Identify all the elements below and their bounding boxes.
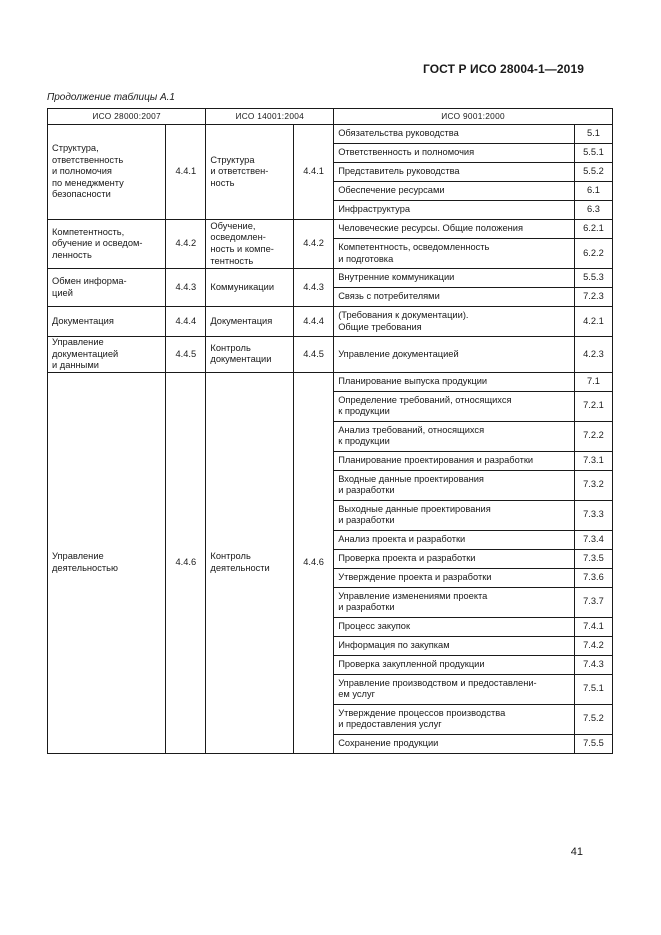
iso9001-clause: 7.2.1 (574, 391, 612, 421)
iso9001-clause: 7.5.2 (574, 704, 612, 734)
iso14001-requirement: Коммуникации (206, 269, 294, 307)
iso14001-clause: 4.4.2 (294, 220, 334, 269)
table-row (48, 269, 613, 288)
iso9001-requirement: Планирование выпуска продукции (334, 372, 575, 391)
iso9001-requirement: Управление документацией (334, 337, 575, 373)
iso9001-clause: 7.3.3 (574, 500, 612, 530)
iso28000-requirement: Обмен информа- цией (48, 269, 166, 307)
iso9001-requirement: (Требования к документации). Общие требования (334, 307, 575, 337)
iso9001-requirement: Человеческие ресурсы. Общие положения (334, 220, 575, 239)
iso28000-clause: 4.4.4 (166, 307, 206, 337)
iso14001-clause: 4.4.4 (294, 307, 334, 337)
iso9001-requirement: Управление производством и предоставлени- ем услуг (334, 674, 575, 704)
iso9001-clause: 6.1 (574, 182, 612, 201)
iso9001-clause: 7.1 (574, 372, 612, 391)
iso14001-clause: 4.4.5 (294, 337, 334, 373)
iso9001-clause: 6.2.1 (574, 220, 612, 239)
iso28000-clause: 4.4.2 (166, 220, 206, 269)
iso9001-clause: 6.2.2 (574, 239, 612, 269)
iso9001-requirement: Сохранение продукции (334, 734, 575, 753)
iso14001-clause: 4.4.1 (294, 125, 334, 220)
iso14001-clause: 4.4.6 (294, 372, 334, 753)
iso9001-clause: 7.3.5 (574, 549, 612, 568)
iso28000-clause: 4.4.5 (166, 337, 206, 373)
correspondence-table (47, 108, 613, 754)
document-header: ГОСТ Р ИСО 28004-1—2019 (422, 62, 584, 76)
iso9001-requirement: Входные данные проектирования и разработки (334, 470, 575, 500)
iso9001-clause: 7.3.1 (574, 451, 612, 470)
iso28000-clause: 4.4.6 (166, 372, 206, 753)
iso9001-clause: 6.3 (574, 201, 612, 220)
column-header-iso14001: ИСО 14001:2004 (206, 109, 334, 125)
iso9001-requirement: Анализ проекта и разработки (334, 530, 575, 549)
iso9001-requirement: Ответственность и полномочия (334, 144, 575, 163)
table-row (48, 372, 613, 391)
iso14001-requirement: Структура и ответствен- ность (206, 125, 294, 220)
table-row (48, 125, 613, 144)
iso9001-requirement: Проверка закупленной продукции (334, 655, 575, 674)
iso9001-clause: 7.3.2 (574, 470, 612, 500)
iso9001-clause: 7.2.3 (574, 288, 612, 307)
iso28000-clause: 4.4.3 (166, 269, 206, 307)
iso9001-requirement: Внутренние коммуникации (334, 269, 575, 288)
iso9001-requirement: Планирование проектирования и разработки (334, 451, 575, 470)
iso9001-clause: 5.5.2 (574, 163, 612, 182)
iso9001-requirement: Обязательства руководства (334, 125, 575, 144)
iso9001-clause: 5.1 (574, 125, 612, 144)
iso28000-clause: 4.4.1 (166, 125, 206, 220)
iso9001-requirement: Обеспечение ресурсами (334, 182, 575, 201)
iso9001-requirement: Выходные данные проектирования и разработки (334, 500, 575, 530)
iso9001-clause: 7.4.2 (574, 636, 612, 655)
table-row (48, 307, 613, 337)
iso9001-clause: 7.4.3 (574, 655, 612, 674)
iso9001-requirement: Анализ требований, относящихся к продукции (334, 421, 575, 451)
iso9001-clause: 4.2.1 (574, 307, 612, 337)
iso9001-requirement: Инфраструктура (334, 201, 575, 220)
table-header-row (48, 109, 613, 125)
iso9001-requirement: Определение требований, относящихся к продукции (334, 391, 575, 421)
iso9001-requirement: Информация по закупкам (334, 636, 575, 655)
iso28000-requirement: Структура, ответственность и полномочия по менеджменту безопасности (48, 125, 166, 220)
iso9001-requirement: Представитель руководства (334, 163, 575, 182)
iso14001-requirement: Обучение, осведомлен- ность и компе- тентность (206, 220, 294, 269)
iso14001-requirement: Документация (206, 307, 294, 337)
iso9001-requirement: Проверка проекта и разработки (334, 549, 575, 568)
iso28000-requirement: Управление документацией и данными (48, 337, 166, 373)
page-number: 41 (570, 846, 583, 858)
iso9001-clause: 7.5.1 (574, 674, 612, 704)
iso9001-clause: 4.2.3 (574, 337, 612, 373)
iso9001-clause: 5.5.1 (574, 144, 612, 163)
iso14001-clause: 4.4.3 (294, 269, 334, 307)
column-header-iso9001: ИСО 9001:2000 (334, 109, 613, 125)
table-row (48, 220, 613, 239)
iso9001-requirement: Компетентность, осведомленность и подготовка (334, 239, 575, 269)
column-header-iso28000: ИСО 28000:2007 (48, 109, 206, 125)
iso28000-requirement: Документация (48, 307, 166, 337)
iso9001-requirement: Утверждение процессов производства и предоставления услуг (334, 704, 575, 734)
iso9001-clause: 5.5.3 (574, 269, 612, 288)
iso9001-requirement: Связь с потребителями (334, 288, 575, 307)
table-caption: Продолжение таблицы А.1 (47, 92, 175, 103)
iso9001-clause: 7.4.1 (574, 617, 612, 636)
iso9001-clause: 7.3.4 (574, 530, 612, 549)
iso9001-clause: 7.2.2 (574, 421, 612, 451)
iso9001-clause: 7.3.6 (574, 568, 612, 587)
table-row (48, 337, 613, 373)
iso14001-requirement: Контроль деятельности (206, 372, 294, 753)
iso9001-requirement: Утверждение проекта и разработки (334, 568, 575, 587)
iso9001-requirement: Управление изменениями проекта и разработки (334, 587, 575, 617)
iso9001-requirement: Процесс закупок (334, 617, 575, 636)
iso28000-requirement: Компетентность, обучение и осведом- ленность (48, 220, 166, 269)
iso9001-clause: 7.5.5 (574, 734, 612, 753)
iso9001-clause: 7.3.7 (574, 587, 612, 617)
iso28000-requirement: Управление деятельностью (48, 372, 166, 753)
iso14001-requirement: Контроль документации (206, 337, 294, 373)
